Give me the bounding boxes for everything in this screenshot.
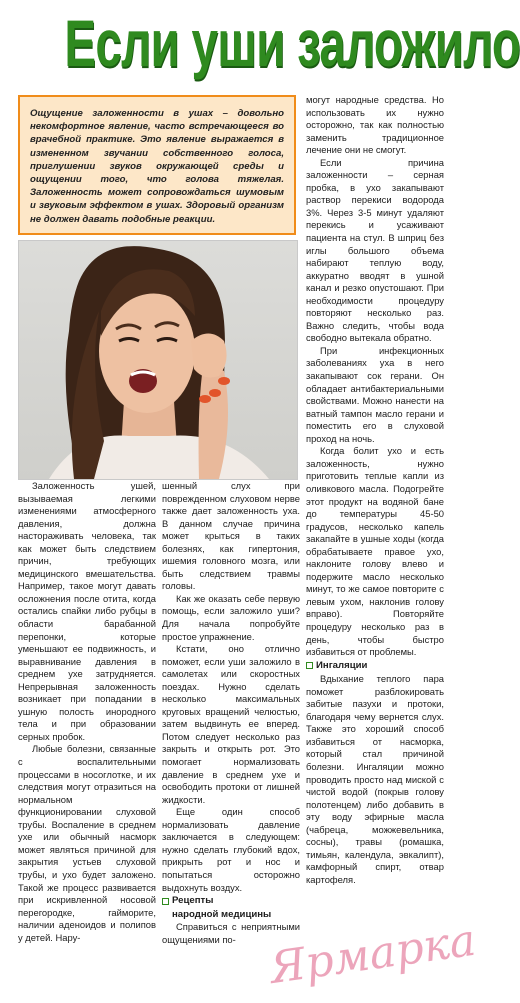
paragraph: Заложенность ушей, вызываемая легкими изменениями атмосферного давления, должна настораживать человека, так как может быть следствием причин, требующих медицинского вмешательства. Например, такое могут давать осложнения после отита, когда остались спайки либо рубцы в области барабанной перепонки, которые уменьшают ее подвижность, и выравнивание давления в среднем ухе затрудняется. Непрерывная заложенность возникает при попадании в ушную полость инородного тела и при образовании серных пробок.: [18, 480, 156, 742]
square-bullet-icon: [162, 898, 169, 905]
paragraph: шенный слух при поврежденном слуховом нерве также дает заложенность уха. В данном случае причина может крыться в таких болезнях, как гипертония, ишемия головного мозга, или быть следствием травмы головы.: [162, 480, 300, 592]
text-column-left: [18, 480, 156, 944]
paragraph: При инфекционных заболеваниях уха в него закапывают сок герани. Он обладает антибактериальными свойствами. Можно нанести на ватный тампон масло герани и поместить его в слуховой проход на ночь.: [306, 344, 444, 444]
subheading-recipes: Рецепты: [162, 895, 300, 908]
page-title: Если уши заложило: [64, 6, 520, 80]
paragraph: Когда болит ухо и есть заложенность, нужно приготовить теплые капли из оливкового масла. Подогрейте этот продукт на водяной бане до температуры 45-50 градусов, несколько капель закапайте в ушные ходы (когда обрабатываете правое ухо, наклоните голову влево и подержите масло несколько минут, то же самое повторите с левым ухом, наклонив голову вправо). Повторяйте процедуру несколько раз в день, чтобы быстро избавиться от проблемы.: [306, 445, 444, 658]
text-column-right: [306, 94, 444, 886]
article-photo: [18, 240, 298, 480]
paragraph: Вдыхание теплого пара поможет разблокировать забитые пазухи и протоки, благодаря чему вернется слух. Также это хороший способ избавиться от насморка, который стал причиной болезни. Ингаляции можно проводить просто над миской с чистой водой (покрыв голову полотенцем) либо добавить в эту воду эфирные масла (чабреца, можжевельника, сосны), травы (ромашка, тимьян, календула, эвкалипт), камфорный спирт, отвар картофеля.: [306, 673, 444, 885]
subheading-inhalations: Ингаляции: [306, 660, 444, 673]
text-column-middle: [162, 480, 300, 946]
subheading-folk-medicine: народной медицины: [172, 908, 272, 920]
paragraph: Еще один способ нормализовать давление заключается в следующем: нужно сделать глубокий вдох, прикрыть рот и нос и попытаться осторожно выдохнуть воздух.: [162, 806, 300, 893]
watermark-logo: Ярмарка: [266, 914, 479, 995]
paragraph: Кстати, оно отлично поможет, если уши заложило в самолетах или скоростных поездах. Нужно сделать несколько максимальных круговых вращений челюстью, затем выдвинуть ее вперед. Потом следует несколько раз закрыть и открыть рот. Это помогает нормализовать давление в среднем ухе и освободить протоки от лишней жидкости.: [162, 643, 300, 805]
paragraph: могут народные средства. Но использовать их нужно осторожно, так как полностью заменить традиционное лечение они не смогут.: [306, 94, 444, 156]
woman-holding-ear-illustration: [19, 241, 297, 479]
paragraph: Справиться с неприятными ощущениями по-: [162, 921, 300, 945]
paragraph: Любые болезни, связанные с воспалительными процессами в носоглотке, и их следствия могут отразиться на нормальном функционировании слуховой трубы. Воспаление в среднем ухе или обычный насморк может являться причиной для закрытия устьев слуховой трубы, и ухо будет заложено. Такой же процесс развивается при искривленной носовой перегородке, гайморите, наличии аденоидов и полипов у детей. Нару-: [18, 743, 156, 943]
lead-box: Ощущение заложенности в ушах – довольно некомфортное явление, часто встречающееся во врачебной практике. Это явление выражается в измененном звучании собственного голоса, приглушении звуков окружающей среды и ощущении того, что голова тяжелая. Заложенность может сопровождаться шумовым и звуковым эффектом в ушах. Здоровый организм не должен давать подобные реакции.: [18, 95, 296, 235]
square-bullet-icon: [306, 662, 313, 669]
paragraph: Как же оказать себе первую помощь, если заложило уши? Для начала попробуйте простое упражнение.: [162, 592, 300, 642]
paragraph: Если причина заложенности – серная пробка, в ухо закапывают раствор перекиси водорода 3%. Через 3-5 минут удаляют перекись и усаживают пациента на стул. В шприц без иглы большого объема набирают теплую воду, аккуратно вводят в ушной канал и резко опустошают. При необходимости процедуру повторяют несколько раз. Важно следить, чтобы вода свободно вытекала обратно.: [306, 156, 444, 344]
